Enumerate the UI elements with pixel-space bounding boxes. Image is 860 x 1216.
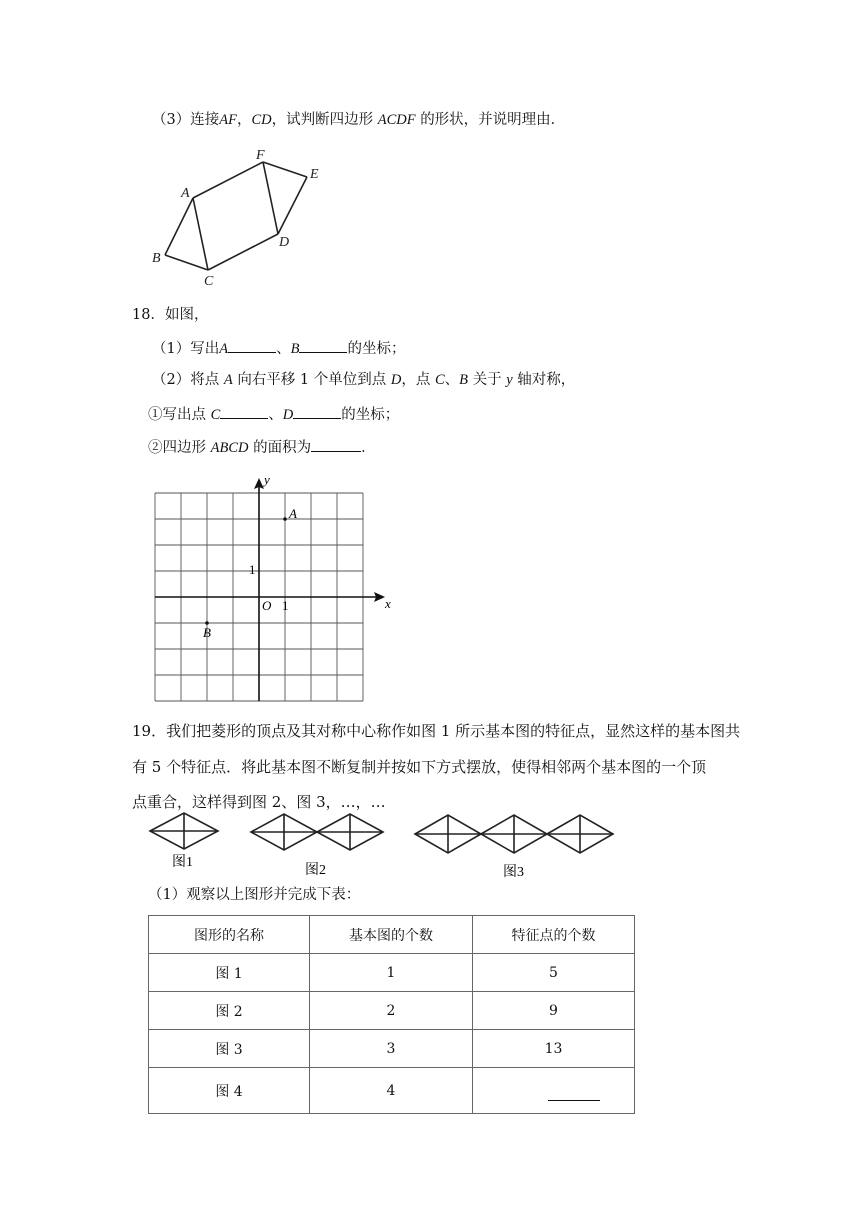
q19-line3	[132, 792, 386, 812]
q18-sub1	[148, 404, 399, 425]
q18-p2-d: D	[390, 372, 402, 388]
fig3-rhombus-2	[481, 815, 547, 853]
q17-edge-ab	[165, 198, 193, 255]
answer-blank[interactable]	[548, 1086, 600, 1101]
q17-edge-bc	[165, 255, 208, 270]
table-cell: 13	[473, 1030, 635, 1068]
answer-blank[interactable]	[220, 404, 268, 419]
fig2-rhombus-2	[317, 814, 383, 850]
q18-p1-b: B	[290, 341, 300, 357]
point-b-label: B	[203, 625, 211, 640]
q18-p2-m3: 关于	[472, 372, 502, 388]
point-a-label: A	[289, 506, 297, 521]
q18-coordinate-grid	[145, 466, 405, 706]
q18-part2	[152, 370, 575, 390]
q18-p1-prefix: （1）写出	[152, 341, 220, 357]
q17-quad-acdf: ACDF	[377, 112, 416, 128]
q18-s1-d: D	[282, 407, 294, 423]
q18-part1	[152, 338, 405, 359]
q18-s2-mid: 的面积为	[253, 440, 312, 456]
q17-part3-suffix: 的形状，并说明理由．	[420, 112, 566, 128]
q18-p1-sep: 、	[276, 341, 291, 357]
q17-sep: ，	[236, 112, 252, 128]
fig1-label: 图1	[172, 855, 193, 870]
table-cell: 图 4	[149, 1068, 310, 1114]
table-cell: 1	[310, 954, 473, 992]
q18-intro: 如图，	[164, 307, 209, 323]
q17-part3-line	[152, 110, 565, 130]
q18-s1-c: C	[210, 407, 221, 423]
q17-part3-mid: ，试判断四边形	[271, 112, 374, 128]
q19-part1	[148, 885, 360, 905]
table-cell: 图 3	[149, 1030, 310, 1068]
fig3-rhombus-1	[415, 815, 481, 853]
q18-number: 18．	[132, 307, 165, 323]
q18-p2-suffix: 轴对称，	[517, 372, 576, 388]
table-cell: 5	[473, 954, 635, 992]
q19-text-1: 我们把菱形的顶点及其对称中心称作如图 1 所示基本图的特征点，显然这样的基本图共	[166, 722, 741, 740]
table-cell: 2	[310, 992, 473, 1030]
q18-p2-b: B	[459, 372, 468, 388]
fig2-rhombus-1	[251, 814, 317, 850]
answer-blank[interactable]	[228, 338, 276, 353]
table-cell: 9	[473, 992, 635, 1030]
table-header: 特征点的个数	[473, 916, 635, 954]
q19-line1	[132, 721, 740, 741]
y-axis-label: y	[264, 472, 270, 487]
table-row	[149, 954, 635, 992]
fig3-label: 图3	[503, 865, 524, 880]
table-header: 基本图的个数	[310, 916, 473, 954]
q17-label-c: C	[204, 274, 214, 289]
table-cell: 4	[310, 1068, 473, 1114]
q18-p2-c: C	[434, 372, 445, 388]
q18-s2-prefix: ②四边形	[148, 440, 206, 456]
fig1-rhombus	[150, 813, 218, 849]
table-cell: 图 2	[149, 992, 310, 1030]
q18-s1-sep: 、	[268, 407, 283, 423]
q18-s2-suffix: ．	[361, 440, 376, 456]
q19-number: 19．	[132, 722, 167, 740]
point-a	[283, 517, 287, 521]
table-row	[149, 992, 635, 1030]
q19-line2	[132, 757, 706, 777]
q18-header	[132, 305, 208, 325]
q17-seg-af: AF	[219, 112, 237, 128]
q18-p2-m1: 向右平移 1 个单位到点	[237, 372, 387, 388]
fig2-label: 图2	[305, 863, 326, 878]
fig3-rhombus-3	[547, 815, 613, 853]
q18-sub2	[148, 437, 376, 458]
q18-p2-sep: 、	[444, 372, 460, 388]
q17-edge-fd	[263, 162, 278, 234]
q18-s1-suffix: 的坐标；	[341, 407, 400, 423]
answer-blank[interactable]	[293, 404, 341, 419]
table-cell: 3	[310, 1030, 473, 1068]
origin-label: O	[262, 598, 272, 613]
x-axis-label: x	[385, 596, 391, 611]
q19-part1-text: （1）观察以上图形并完成下表：	[148, 887, 361, 903]
q17-label-a: A	[181, 186, 190, 201]
table-row	[149, 1068, 635, 1114]
q17-label-b: B	[152, 251, 161, 266]
q17-part3-prefix: （3）连接	[152, 112, 220, 128]
q18-p2-m2: ，点	[401, 372, 431, 388]
q17-edge-ca	[193, 198, 208, 270]
table-header-row	[149, 916, 635, 954]
table-header: 图形的名称	[149, 916, 310, 954]
q18-s1-prefix: ①写出点	[148, 407, 206, 423]
answer-blank[interactable]	[311, 437, 361, 452]
tick-y-1: 1	[249, 562, 256, 577]
q18-s2-quad: ABCD	[210, 440, 249, 456]
q18-p2-a: A	[223, 372, 233, 388]
table-cell-answer[interactable]	[473, 1068, 635, 1114]
q17-label-f: F	[256, 148, 265, 163]
q18-p1-suffix: 的坐标；	[347, 341, 406, 357]
q17-edge-cd	[208, 234, 278, 270]
q19-text-3: 点重合，这样得到图 2、图 3，…，…	[132, 793, 386, 811]
q18-p2-prefix: （2）将点	[152, 372, 220, 388]
answer-blank[interactable]	[299, 338, 347, 353]
q19-text-2: 有 5 个特征点．将此基本图不断复制并按如下方式摆放，使得相邻两个基本图的一个顶	[132, 758, 707, 776]
q17-label-d: D	[279, 235, 290, 250]
q18-p2-y: y	[506, 372, 513, 388]
q17-edge-ed	[278, 177, 307, 234]
q17-seg-cd: CD	[251, 112, 272, 128]
tick-x-1: 1	[282, 598, 289, 613]
q17-label-e: E	[310, 167, 319, 182]
table-row	[149, 1030, 635, 1068]
q17-edge-fe	[263, 162, 307, 177]
q18-p1-a: A	[219, 341, 229, 357]
q17-edge-af	[193, 162, 263, 198]
q19-table	[148, 915, 635, 1114]
table-cell: 图 1	[149, 954, 310, 992]
